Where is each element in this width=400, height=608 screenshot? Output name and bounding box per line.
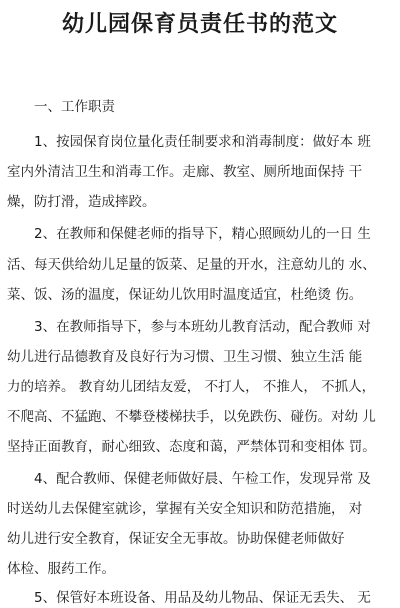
text-line: 不爬高、不猛跑、不攀登楼梯扶手，以免跌伤、碰伤。对幼 儿 bbox=[7, 409, 376, 425]
text-line: 1、按园保育岗位量化责任制要求和消毒制度：做好本 班 bbox=[34, 134, 371, 150]
text-line: 活、每天供给幼儿足量的饭菜、足量的开水，注意幼儿的 水、 bbox=[7, 257, 376, 273]
text-line: 时送幼儿去保健室就诊，掌握有关安全知识和防范措施， 对 bbox=[7, 501, 363, 517]
text-line: 幼儿进行品德教育及良好行为习惯、卫生习惯、独立生活 能 bbox=[7, 349, 363, 365]
text-line: 4、配合教师、保健老师做好晨、午检工作，发现异常 及 bbox=[34, 471, 371, 487]
text-line: 体检、服药工作。 bbox=[7, 561, 115, 577]
text-line: 菜、饭、汤的温度，保证幼儿饮用时温度适宜，杜绝烫 伤。 bbox=[7, 287, 363, 303]
text-line: 燥，防打滑，造成摔跤。 bbox=[7, 194, 156, 210]
document-title: 幼儿园保育员责任书的范文 bbox=[61, 12, 338, 37]
text-line: 幼儿进行安全教育，保证安全无事故。协助保健老师做好 bbox=[7, 531, 345, 547]
text-line: 室内外清洁卫生和消毒工作。走廊、教室、厕所地面保持 干 bbox=[7, 164, 363, 180]
text-line: 2、在教师和保健老师的指导下，精心照顾幼儿的一日 生 bbox=[34, 226, 371, 242]
text-line: 坚持正面教育，耐心细致、态度和蔼，严禁体罚和变相体 罚。 bbox=[7, 439, 376, 455]
text-line: 力的培养。 教育幼儿团结友爱， 不打人， 不推人， 不抓人， bbox=[7, 379, 376, 395]
text-line: 5、保管好本班设备、用品及幼儿物品、保证无丢失、 无 bbox=[34, 590, 371, 606]
text-line: 3、在教师指导下，参与本班幼儿教育活动，配合教师 对 bbox=[34, 319, 371, 335]
section-heading: 一、工作职责 bbox=[34, 99, 115, 115]
